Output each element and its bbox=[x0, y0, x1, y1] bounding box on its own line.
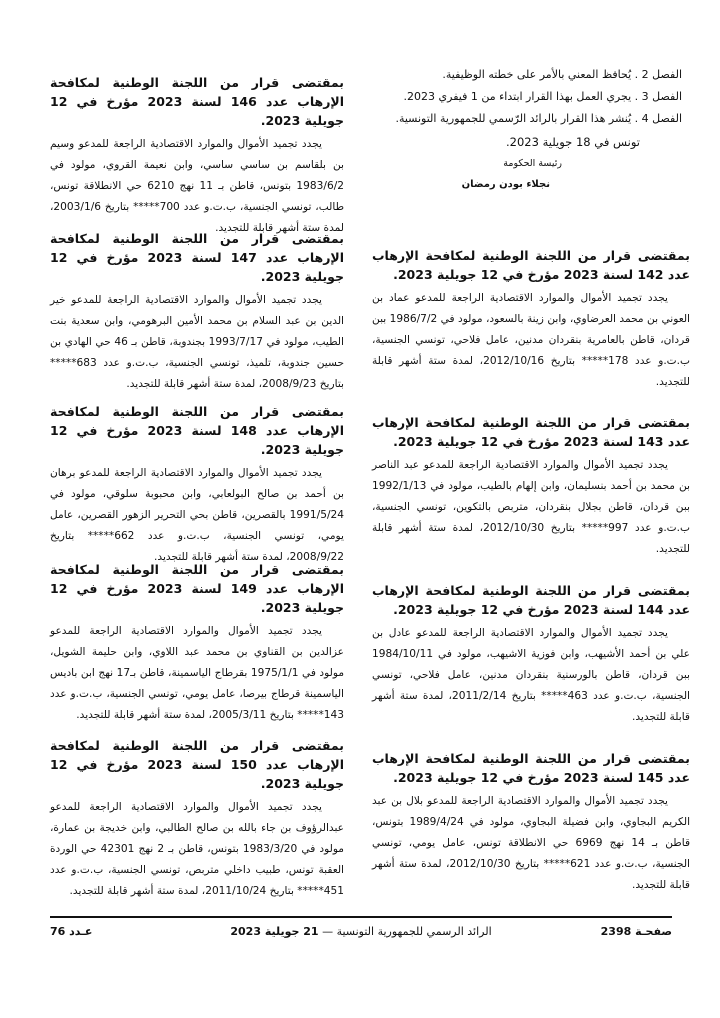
decision-body: يجدد تجميد الأموال والموارد الاقتصادية الراجعة للمدعو بلال بن عبد الكريم البجاوي، وابن فضيلة البجاوي، مولود في 1989/4/24 بتونس، قاطن بـ 14 نهج 6969 حي الانطلاقة تونس، عامل يومي، تونسي الجنسية، ب.ت.و عدد 621***** بتاريخ 2012/10/30، لمدة ستة أشهر قابلة للتجديد. bbox=[372, 795, 691, 891]
decision-body: يجدد تجميد الأموال والموارد الاقتصادية الراجعة للمدعو وسيم بن بلقاسم بن ساسي ساسي، وابن نعيمة القروي، مولود في 1983/6/2 بتونس، قاطن بـ 11 نهج 6210 حي الانطلاقة تونس، طالب، تونسي الجنسية، ب.ت.و عدد 700***** بتاريخ 2003/1/6، لمدة ستة أشهر قابلة للتجديد. bbox=[50, 138, 345, 234]
decision-heading: بمقتضى قرار من اللجنة الوطنية لمكافحة الإرهاب عدد 142 لسنة 2023 مؤرخ في 12 جويلية 2023. bbox=[372, 248, 690, 282]
decision-heading: بمقتضى قرار من اللجنة الوطنية لمكافحة الإرهاب عدد 144 لسنة 2023 مؤرخ في 12 جويلية 2023. bbox=[372, 583, 690, 617]
decision-143 bbox=[372, 413, 690, 560]
decision-body: يجدد تجميد الأموال والموارد الاقتصادية الراجعة للمدعو عبدالرؤوف بن جاء بالله بن صالح الطالبي، وابن خديجة بن عمارة، مولود في 1983/3/20 بتونس، قاطن بـ 2 نهج 42301 حي الوردة العقبة تونس، طبيب داخلي متربص، تونسي الجنسية، ب.ت.و عدد 451***** بتاريخ 2011/10/24، لمدة ستة أشهر قابلة للتجديد. bbox=[50, 801, 344, 897]
signatory-name: نجلاء بودن رمضان bbox=[461, 179, 550, 190]
decision-146 bbox=[50, 73, 344, 239]
decision-145 bbox=[372, 749, 690, 896]
issue-date: 21 جويلية 2023 bbox=[230, 925, 319, 938]
decision-142 bbox=[372, 246, 690, 393]
decision-heading: بمقتضى قرار من اللجنة الوطنية لمكافحة الإرهاب عدد 143 لسنة 2023 مؤرخ في 12 جويلية 2023. bbox=[372, 415, 690, 449]
decision-heading: بمقتضى قرار من اللجنة الوطنية لمكافحة الإرهاب عدد 150 لسنة 2023 مؤرخ في 12 جويلية 2023. bbox=[50, 738, 345, 791]
journal-title bbox=[230, 925, 491, 938]
decision-body: يجدد تجميد الأموال والموارد الاقتصادية الراجعة للمدعو برهان بن أحمد بن صالح البولعابي، وابن محبوبة سلوقي، مولود في 1991/5/24 بالقصرين، قاطن بحي التحرير الزهور القصرين، عامل يومي، تونسي الجنسية، ب.ت.و عدد 662***** بتاريخ 2008/9/22، لمدة ستة أشهر قابلة للتجديد. bbox=[50, 467, 344, 563]
decision-body: يجدد تجميد الأموال والموارد الاقتصادية الراجعة للمدعو عزالدين بن القناوي بن محمد عبد اللاوي، وابن حليمة الشويل، مولود في 1975/1/1 بقرطاج الياسمينة، قاطن بـ17 نهج ابن باديس الياسمينة قرطاج بيرصا، عامل يومي، تونسي الجنسية، ب.ت.و عدد 143***** بتاريخ 2005/3/11، لمدة ستة أشهر قابلة للتجديد. bbox=[50, 625, 344, 721]
decision-body: يجدد تجميد الأموال والموارد الاقتصادية الراجعة للمدعو عادل بن علي بن أحمد الأشيهب، وابن فوزية الاشيهب، مولود في 1984/10/11 ببن قردان، قاطن بالورسنية بنقردان مدنين، عامل فلاحي، تونسي الجنسية، ب.ت.و عدد 463***** بتاريخ 2011/2/14، لمدة ستة أشهر قابلة للتجديد. bbox=[372, 627, 690, 723]
decision-body: يجدد تجميد الأموال والموارد الاقتصادية الراجعة للمدعو خير الدين بن عبد السلام بن محمد الأمين البرهومي، وابن سعدية بنت الطيب، مولود في 1993/7/17 بجندوبة، قاطن بـ 46 حي الهادي بن حسين جندوبة، تلميذ، تونسي الجنسية، ب.ت.و عدد 683***** بتاريخ 2008/9/23، لمدة ستة أشهر قابلة للتجديد. bbox=[50, 294, 344, 390]
footer-rule bbox=[50, 916, 672, 918]
journal-name: الرائد الرسمي للجمهورية التونسية — bbox=[322, 925, 492, 938]
decision-heading: بمقتضى قرار من اللجنة الوطنية لمكافحة الإرهاب عدد 145 لسنة 2023 مؤرخ في 12 جويلية 2023. bbox=[372, 751, 690, 785]
decision-144 bbox=[372, 581, 690, 728]
decision-147 bbox=[50, 229, 344, 395]
article-2: الفصل 2 . يُحافظ المعني بالأمر على خطته الوظيفية. bbox=[442, 68, 682, 81]
article-3: الفصل 3 . يجري العمل بهذا القرار ابتداء من 1 فيفري 2023. bbox=[403, 90, 682, 103]
page-footer bbox=[50, 925, 672, 943]
issue-number: عـدد 76 bbox=[50, 925, 93, 938]
decision-body: يجدد تجميد الأموال والموارد الاقتصادية الراجعة للمدعو عبد الناصر بن محمد بن أحمد بنسليمان، وابن إلهام بالطيب، مولود في 1992/1/13 ببن قردان، قاطن بجلال بنقردان، متربص بالتكوين، تونسي الجنسية، ب.ت.و عدد 997***** بتاريخ 2012/10/30، لمدة ستة أشهر قابلة للتجديد. bbox=[372, 459, 690, 555]
signatory-title: رئيسة الحكومة bbox=[503, 158, 562, 169]
signing-date: تونس في 18 جويلية 2023. bbox=[506, 135, 640, 149]
page-number: صفحـة 2398 bbox=[600, 925, 672, 938]
decision-heading: بمقتضى قرار من اللجنة الوطنية لمكافحة الإرهاب عدد 146 لسنة 2023 مؤرخ في 12 جويلية 2023. bbox=[50, 75, 345, 128]
decision-148 bbox=[50, 402, 344, 568]
decision-heading: بمقتضى قرار من اللجنة الوطنية لمكافحة الإرهاب عدد 147 لسنة 2023 مؤرخ في 12 جويلية 2023. bbox=[50, 231, 345, 284]
decision-heading: بمقتضى قرار من اللجنة الوطنية لمكافحة الإرهاب عدد 148 لسنة 2023 مؤرخ في 12 جويلية 2023. bbox=[50, 404, 345, 457]
article-4: الفصل 4 . يُنشر هذا القرار بالرائد الرّسمي للجمهورية التونسية. bbox=[395, 112, 682, 125]
decision-heading: بمقتضى قرار من اللجنة الوطنية لمكافحة الإرهاب عدد 149 لسنة 2023 مؤرخ في 12 جويلية 2023. bbox=[50, 562, 345, 615]
decision-149 bbox=[50, 560, 344, 726]
decision-body: يجدد تجميد الأموال والموارد الاقتصادية الراجعة للمدعو عماد بن العوني بن محمد العرضاوي، وابن زينة بالسعود، مولود في 1986/7/2 ببن قردان، قاطن بالعامرية بنقردان مدنين، عامل فلاحي، تونسي الجنسية، ب.ت.و عدد 178***** بتاريخ 2012/10/16، لمدة ستة أشهر قابلة للتجديد. bbox=[372, 292, 691, 388]
decision-150 bbox=[50, 736, 344, 902]
decree-closing bbox=[372, 64, 690, 196]
